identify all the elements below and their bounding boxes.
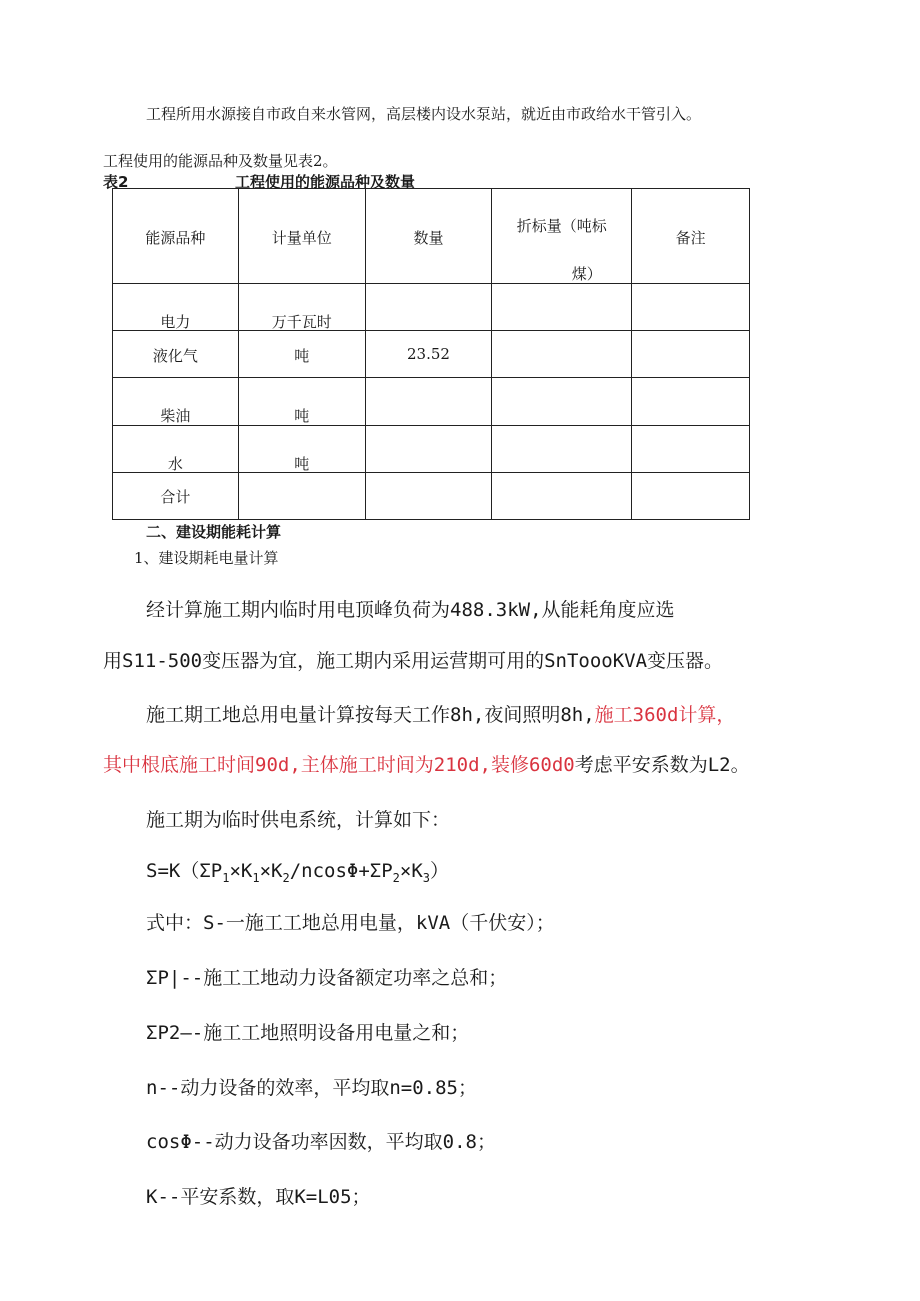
section-heading: 二、建设期能耗计算 bbox=[146, 523, 282, 541]
table-row bbox=[113, 426, 750, 473]
definition-p2: ΣP2—-施工工地照明设备用电量之和； bbox=[146, 1022, 470, 1044]
paragraph-2-line-2 bbox=[103, 750, 750, 777]
cell-name: 柴油 bbox=[160, 407, 191, 425]
definition-safety-factor: K--平安系数，取K=L05； bbox=[146, 1186, 371, 1208]
paragraph-3: 施工期为临时供电系统，计算如下： bbox=[146, 809, 451, 831]
header-note: 备注 bbox=[632, 189, 750, 284]
paragraph-2-red-schedule: 其中根底施工时间90d,主体施工时间为210d,装修60d0 bbox=[103, 754, 575, 776]
cell-quantity: 23.52 bbox=[407, 345, 450, 363]
header-unit: 计量单位 bbox=[238, 189, 365, 284]
header-energy-type: 能源品种 bbox=[113, 189, 239, 284]
table-header-row bbox=[113, 189, 750, 284]
cell-unit: 吨 bbox=[294, 347, 310, 365]
definition-efficiency: n--动力设备的效率，平均取n=0.85； bbox=[146, 1077, 477, 1099]
intro-line-2: 工程使用的能源品种及数量见表2。 bbox=[103, 152, 338, 170]
cell-name: 液化气 bbox=[152, 347, 198, 365]
formula: $S=K(\Sigma P_1\times K_1\times K_2/ncos\Phi+\Sigma P_2\times K_3)$ bbox=[146, 860, 450, 885]
paragraph-1-line-1: 经计算施工期内临时用电顶峰负荷为488.3kW,从能耗角度应选 bbox=[146, 599, 675, 621]
energy-table bbox=[112, 188, 750, 520]
table-row bbox=[113, 473, 750, 520]
definition-power-factor: cosΦ--动力设备功率因数，平均取0.8； bbox=[146, 1131, 496, 1153]
definition-s: 式中：S-一施工工地总用电量，kVA（千伏安）； bbox=[146, 912, 555, 934]
header-standard-coal: 折标量（吨标 煤） bbox=[492, 189, 632, 284]
header-quantity: 数量 bbox=[365, 189, 492, 284]
cell-name: 电力 bbox=[160, 313, 191, 331]
paragraph-2-safety-factor: 考虑平安系数为L2。 bbox=[574, 754, 750, 776]
paragraph-2-black-text: 施工期工地总用电量计算按每天工作8h,夜间照明8h, bbox=[146, 704, 595, 726]
cell-name: 水 bbox=[167, 455, 183, 473]
table-row bbox=[113, 331, 750, 378]
definition-p1: ΣP|--施工工地动力设备额定功率之总和； bbox=[146, 967, 508, 989]
table-caption-label: 表2 bbox=[103, 173, 129, 191]
cell-unit: 吨 bbox=[294, 455, 310, 473]
cell-unit: 万千瓦时 bbox=[271, 313, 332, 331]
cell-unit: 吨 bbox=[294, 407, 310, 425]
paragraph-1-line-2: 用S11-500变压器为宜，施工期内采用运营期可用的SnToooKVA变压器。 bbox=[103, 650, 724, 672]
table-caption-title: 工程使用的能源品种及数量 bbox=[235, 173, 416, 191]
cell-name: 合计 bbox=[160, 488, 191, 506]
paragraph-2-red-text: 施工360d计算， bbox=[594, 704, 736, 726]
intro-line-1: 工程所用水源接自市政自来水管网，高层楼内设水泵站，就近由市政给水干管引入。 bbox=[146, 105, 702, 123]
paragraph-2-line-1 bbox=[146, 700, 735, 727]
section-subheading: 1、建设期耗电量计算 bbox=[134, 549, 279, 567]
table-row bbox=[113, 284, 750, 331]
table-row bbox=[113, 378, 750, 426]
